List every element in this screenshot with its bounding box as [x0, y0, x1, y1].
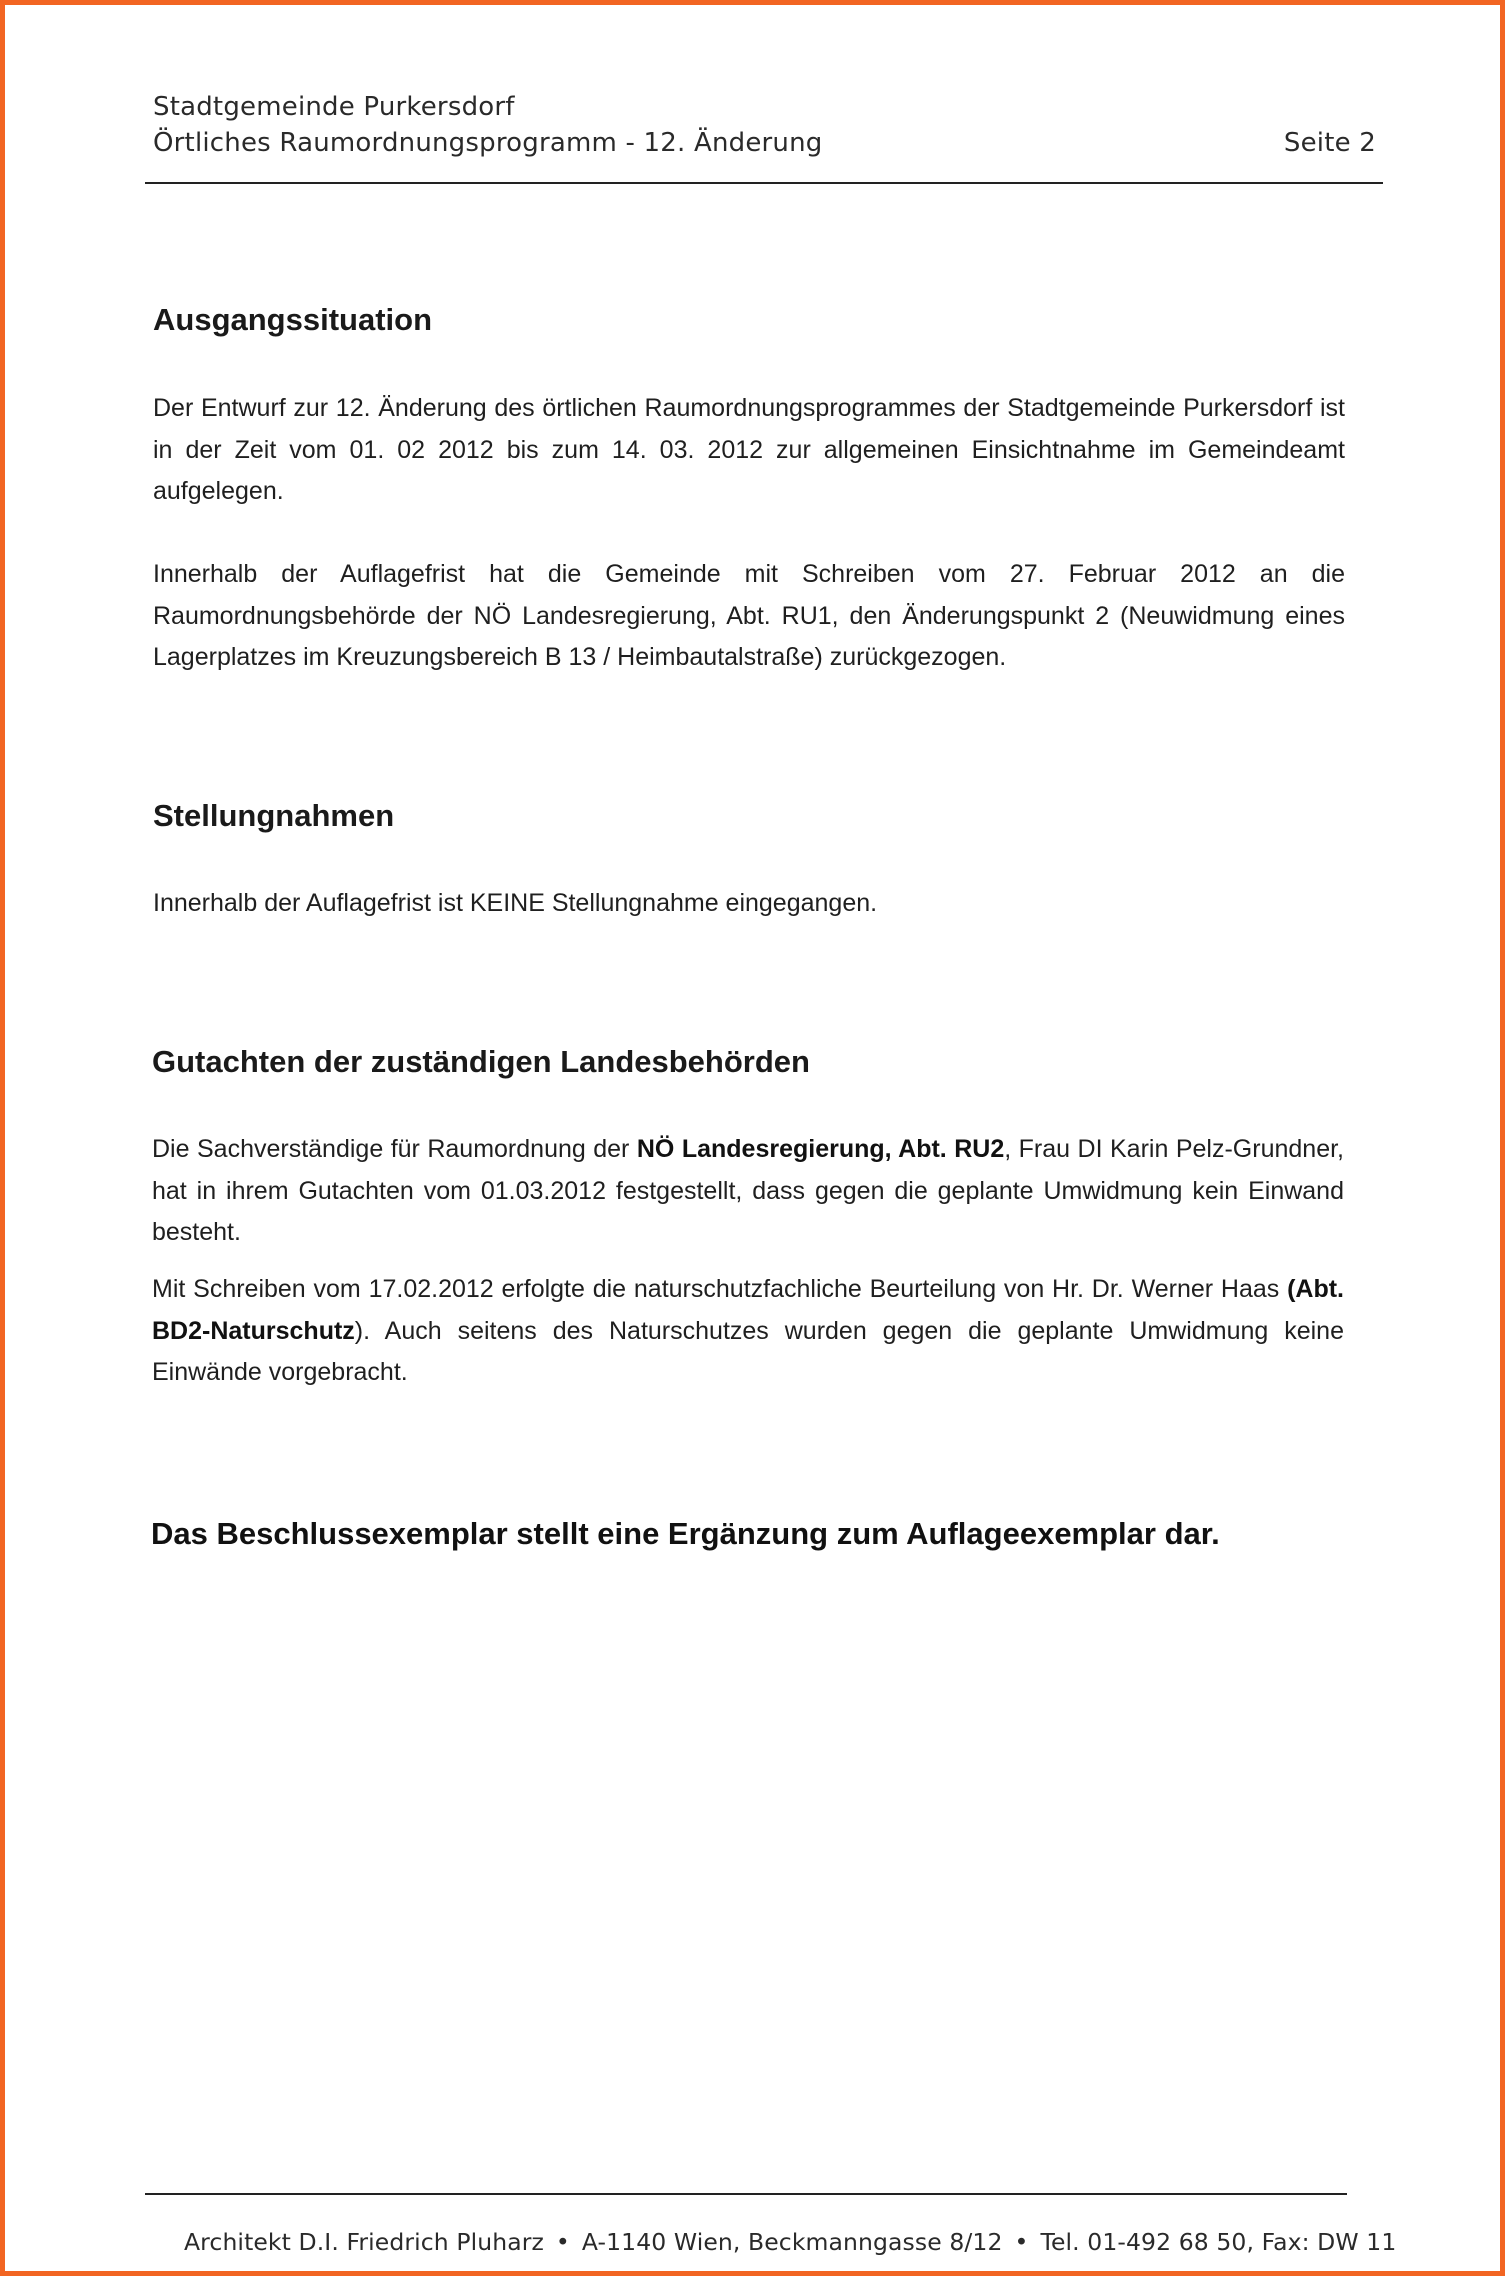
page-header	[153, 92, 1383, 162]
footer-contact: Tel. 01-492 68 50, Fax: DW 11	[1040, 2228, 1397, 2256]
footer-separator: •	[555, 2228, 570, 2256]
conclusion-statement: Das Beschlussexemplar stellt eine Ergänzung zum Auflageexemplar dar.	[151, 1516, 1220, 1551]
stellungnahmen-paragraph-1: Innerhalb der Auflagefrist ist KEINE Stellungnahme eingegangen.	[153, 889, 878, 917]
page-footer	[184, 2228, 1397, 2256]
header-document-title: Örtliches Raumordnungsprogramm - 12. Änderung	[153, 128, 823, 158]
gutachten-paragraph-2	[152, 1269, 1344, 1394]
section-heading-gutachten: Gutachten der zuständigen Landesbehörden	[152, 1044, 810, 1079]
gutachten-p1-text-b: , Frau DI Karin Pelz-Grundner, hat in ihrem Gutachten vom 01.03.2012 festgestellt, dass gegen die geplante Umwidmung kein Einwand besteht.	[152, 1135, 1344, 1246]
footer-address: A-1140 Wien, Beckmanngasse 8/12	[581, 2228, 1003, 2256]
gutachten-p2-text-b: ). Auch seitens des Naturschutzes wurden gegen die geplante Umwidmung keine Einwände vorgebracht.	[152, 1316, 1344, 1386]
section-heading-ausgangssituation: Ausgangssituation	[153, 302, 433, 337]
header-divider	[145, 182, 1383, 184]
page-number: Seite 2	[1283, 128, 1376, 158]
footer-separator: •	[1014, 2228, 1029, 2256]
gutachten-p1-text-a: Die Sachverständige für Raumordnung der	[152, 1135, 637, 1163]
ausgangssituation-paragraph-2: Innerhalb der Auflagefrist hat die Gemeinde mit Schreiben vom 27. Februar 2012 an die Raumordnungsbehörde der NÖ Landesregierung, Abt. RU1, den Änderungspunkt 2 (Neuwidmung eines Lagerplatzes im Kreuzungsbereich B 13 / Heimbautalstraße) zurückgezogen.	[153, 560, 1345, 671]
gutachten-p1-authority: NÖ Landesregierung, Abt. RU2	[636, 1135, 1005, 1163]
footer-divider	[145, 2193, 1347, 2195]
section-heading-stellungnahmen: Stellungnahmen	[153, 798, 395, 833]
ausgangssituation-paragraph-1: Der Entwurf zur 12. Änderung des örtlichen Raumordnungsprogrammes der Stadtgemeinde Purkersdorf ist in der Zeit vom 01. 02 2012 bis zum 14. 03. 2012 zur allgemeinen Einsichtnahme im Gemeindeamt aufgelegen.	[153, 394, 1345, 505]
gutachten-paragraph-1	[152, 1129, 1344, 1254]
gutachten-p2-authority: (Abt. BD2-Naturschutz	[152, 1275, 1344, 1345]
gutachten-p2-text-a: Mit Schreiben vom 17.02.2012 erfolgte die naturschutzfachliche Beurteilung von Hr. Dr. Werner Haas	[152, 1275, 1288, 1303]
header-organization: Stadtgemeinde Purkersdorf	[153, 92, 515, 122]
footer-architect: Architekt D.I. Friedrich Pluharz	[184, 2228, 544, 2256]
